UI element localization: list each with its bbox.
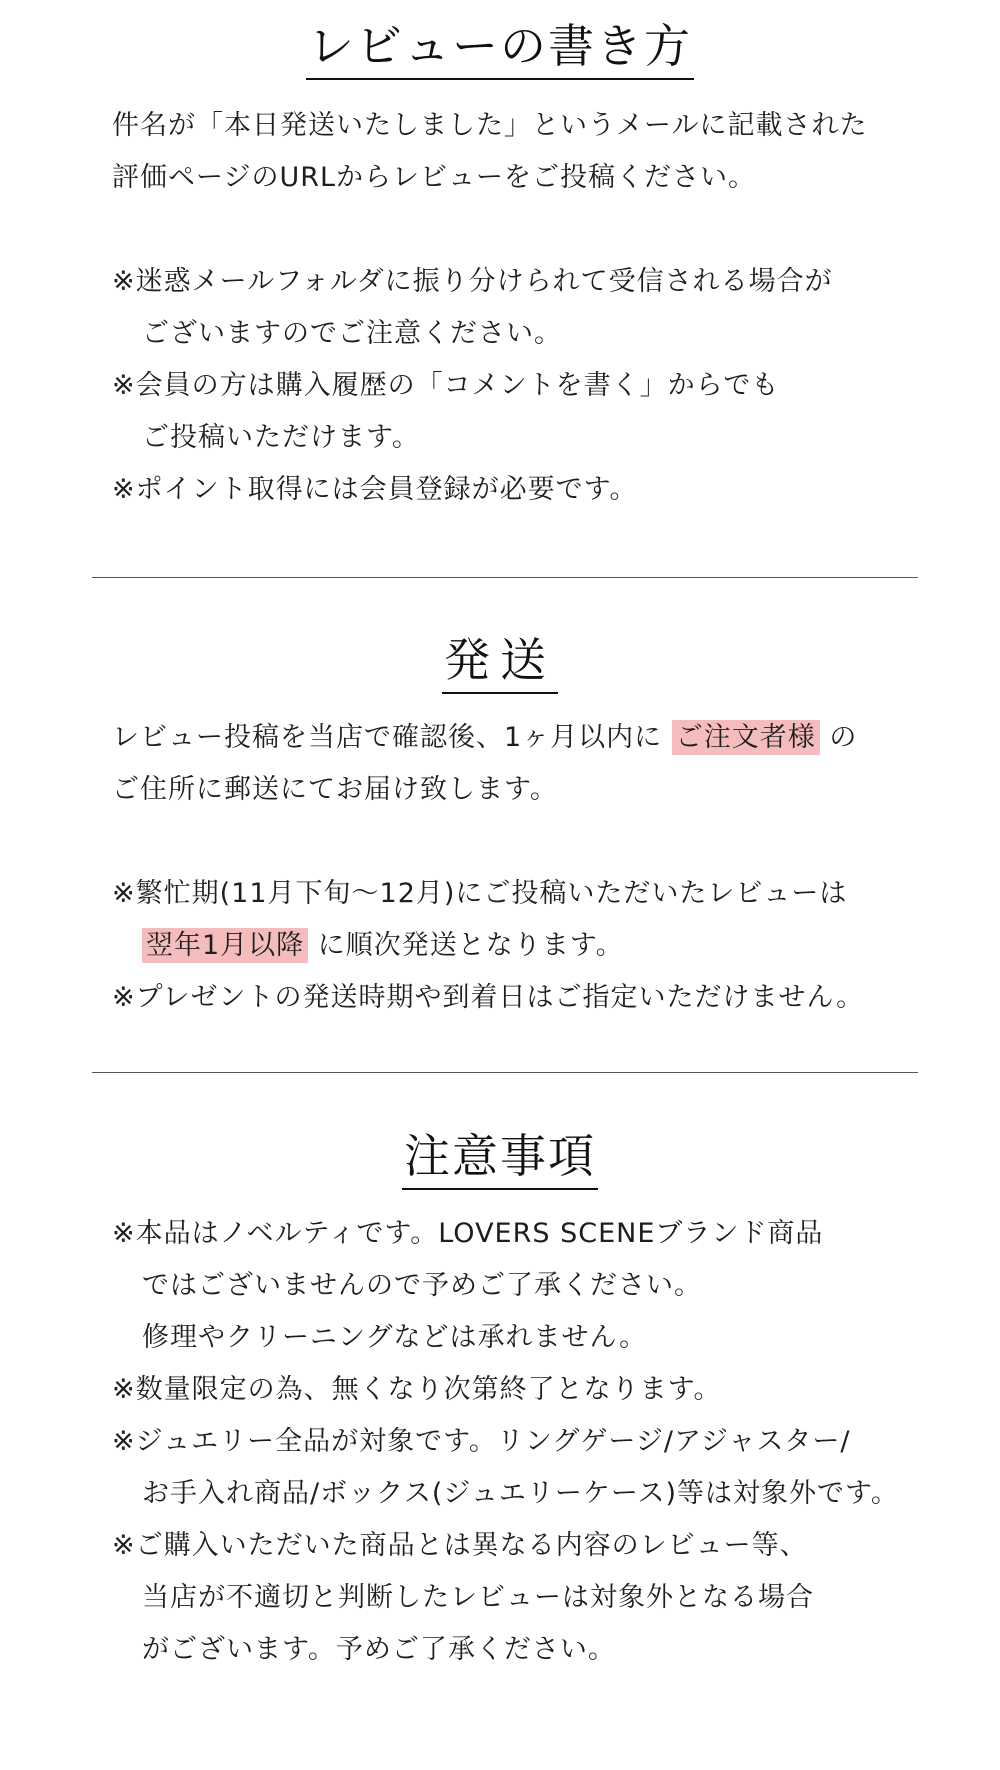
shipping-line1-text: レビュー投稿を当店で確認後、1ヶ月以内に xyxy=(112,722,663,753)
notes-line: ※ジュエリー全品が対象です。リングゲージ/アジャスター/ xyxy=(112,1426,851,1457)
notes-line: ※ご購入いただいた商品とは異なる内容のレビュー等、 xyxy=(112,1530,808,1561)
section-divider xyxy=(92,1072,918,1073)
notes-body xyxy=(112,1208,972,1676)
shipping-note-line xyxy=(112,920,972,972)
shipping-note-line: ※繁忙期(11月下旬～12月)にご投稿いただいたレビューは xyxy=(112,878,848,909)
shipping-line: ご住所に郵送にてお届け致します。 xyxy=(112,774,558,805)
notes-heading-text: 注意事項 xyxy=(402,1126,598,1190)
review-heading xyxy=(0,16,1000,80)
review-line: 評価ページのURLからレビューをご投稿ください。 xyxy=(112,162,757,193)
notes-heading xyxy=(0,1126,1000,1190)
notes-line: がございます。予めご了承ください。 xyxy=(142,1634,616,1665)
review-heading-text: レビューの書き方 xyxy=(306,16,694,80)
orderer-highlight: ご注文者様 xyxy=(672,720,820,755)
shipping-note-line: ※プレゼントの発送時期や到着日はご指定いただけません。 xyxy=(112,982,865,1013)
shipping-line1-suffix: の xyxy=(829,722,858,753)
shipping-body xyxy=(112,712,972,1024)
notes-line: 修理やクリーニングなどは承れません。 xyxy=(142,1322,648,1353)
review-note-line: ※迷惑メールフォルダに振り分けられて受信される場合が xyxy=(112,266,833,297)
notes-line: ※数量限定の為、無くなり次第終了となります。 xyxy=(112,1374,722,1405)
review-note-line: ございますのでご注意ください。 xyxy=(142,318,562,349)
next-january-highlight: 翌年1月以降 xyxy=(142,928,308,963)
notes-line: ※本品はノベルティです。LOVERS SCENEブランド商品 xyxy=(112,1218,824,1249)
review-note-line: ※ポイント取得には会員登録が必要です。 xyxy=(112,474,638,505)
shipping-line xyxy=(112,712,972,764)
review-note-line: ※会員の方は購入履歴の「コメントを書く」からでも xyxy=(112,370,780,401)
shipping-heading xyxy=(0,630,1000,694)
review-line: 件名が「本日発送いたしました」というメールに記載された xyxy=(112,110,868,141)
notes-line: お手入れ商品/ボックス(ジュエリーケース)等は対象外です。 xyxy=(142,1478,899,1509)
notes-line: 当店が不適切と判断したレビューは対象外となる場合 xyxy=(142,1582,814,1613)
shipping-heading-text: 発送 xyxy=(442,630,558,694)
notes-line: ではございませんので予めご了承ください。 xyxy=(142,1270,702,1301)
review-note-line: ご投稿いただけます。 xyxy=(142,422,420,453)
review-body xyxy=(112,100,972,516)
review-blank-line xyxy=(112,204,972,256)
shipping-line5-suffix: に順次発送となります。 xyxy=(317,930,624,961)
shipping-blank-line xyxy=(112,816,972,868)
section-divider xyxy=(92,577,918,578)
